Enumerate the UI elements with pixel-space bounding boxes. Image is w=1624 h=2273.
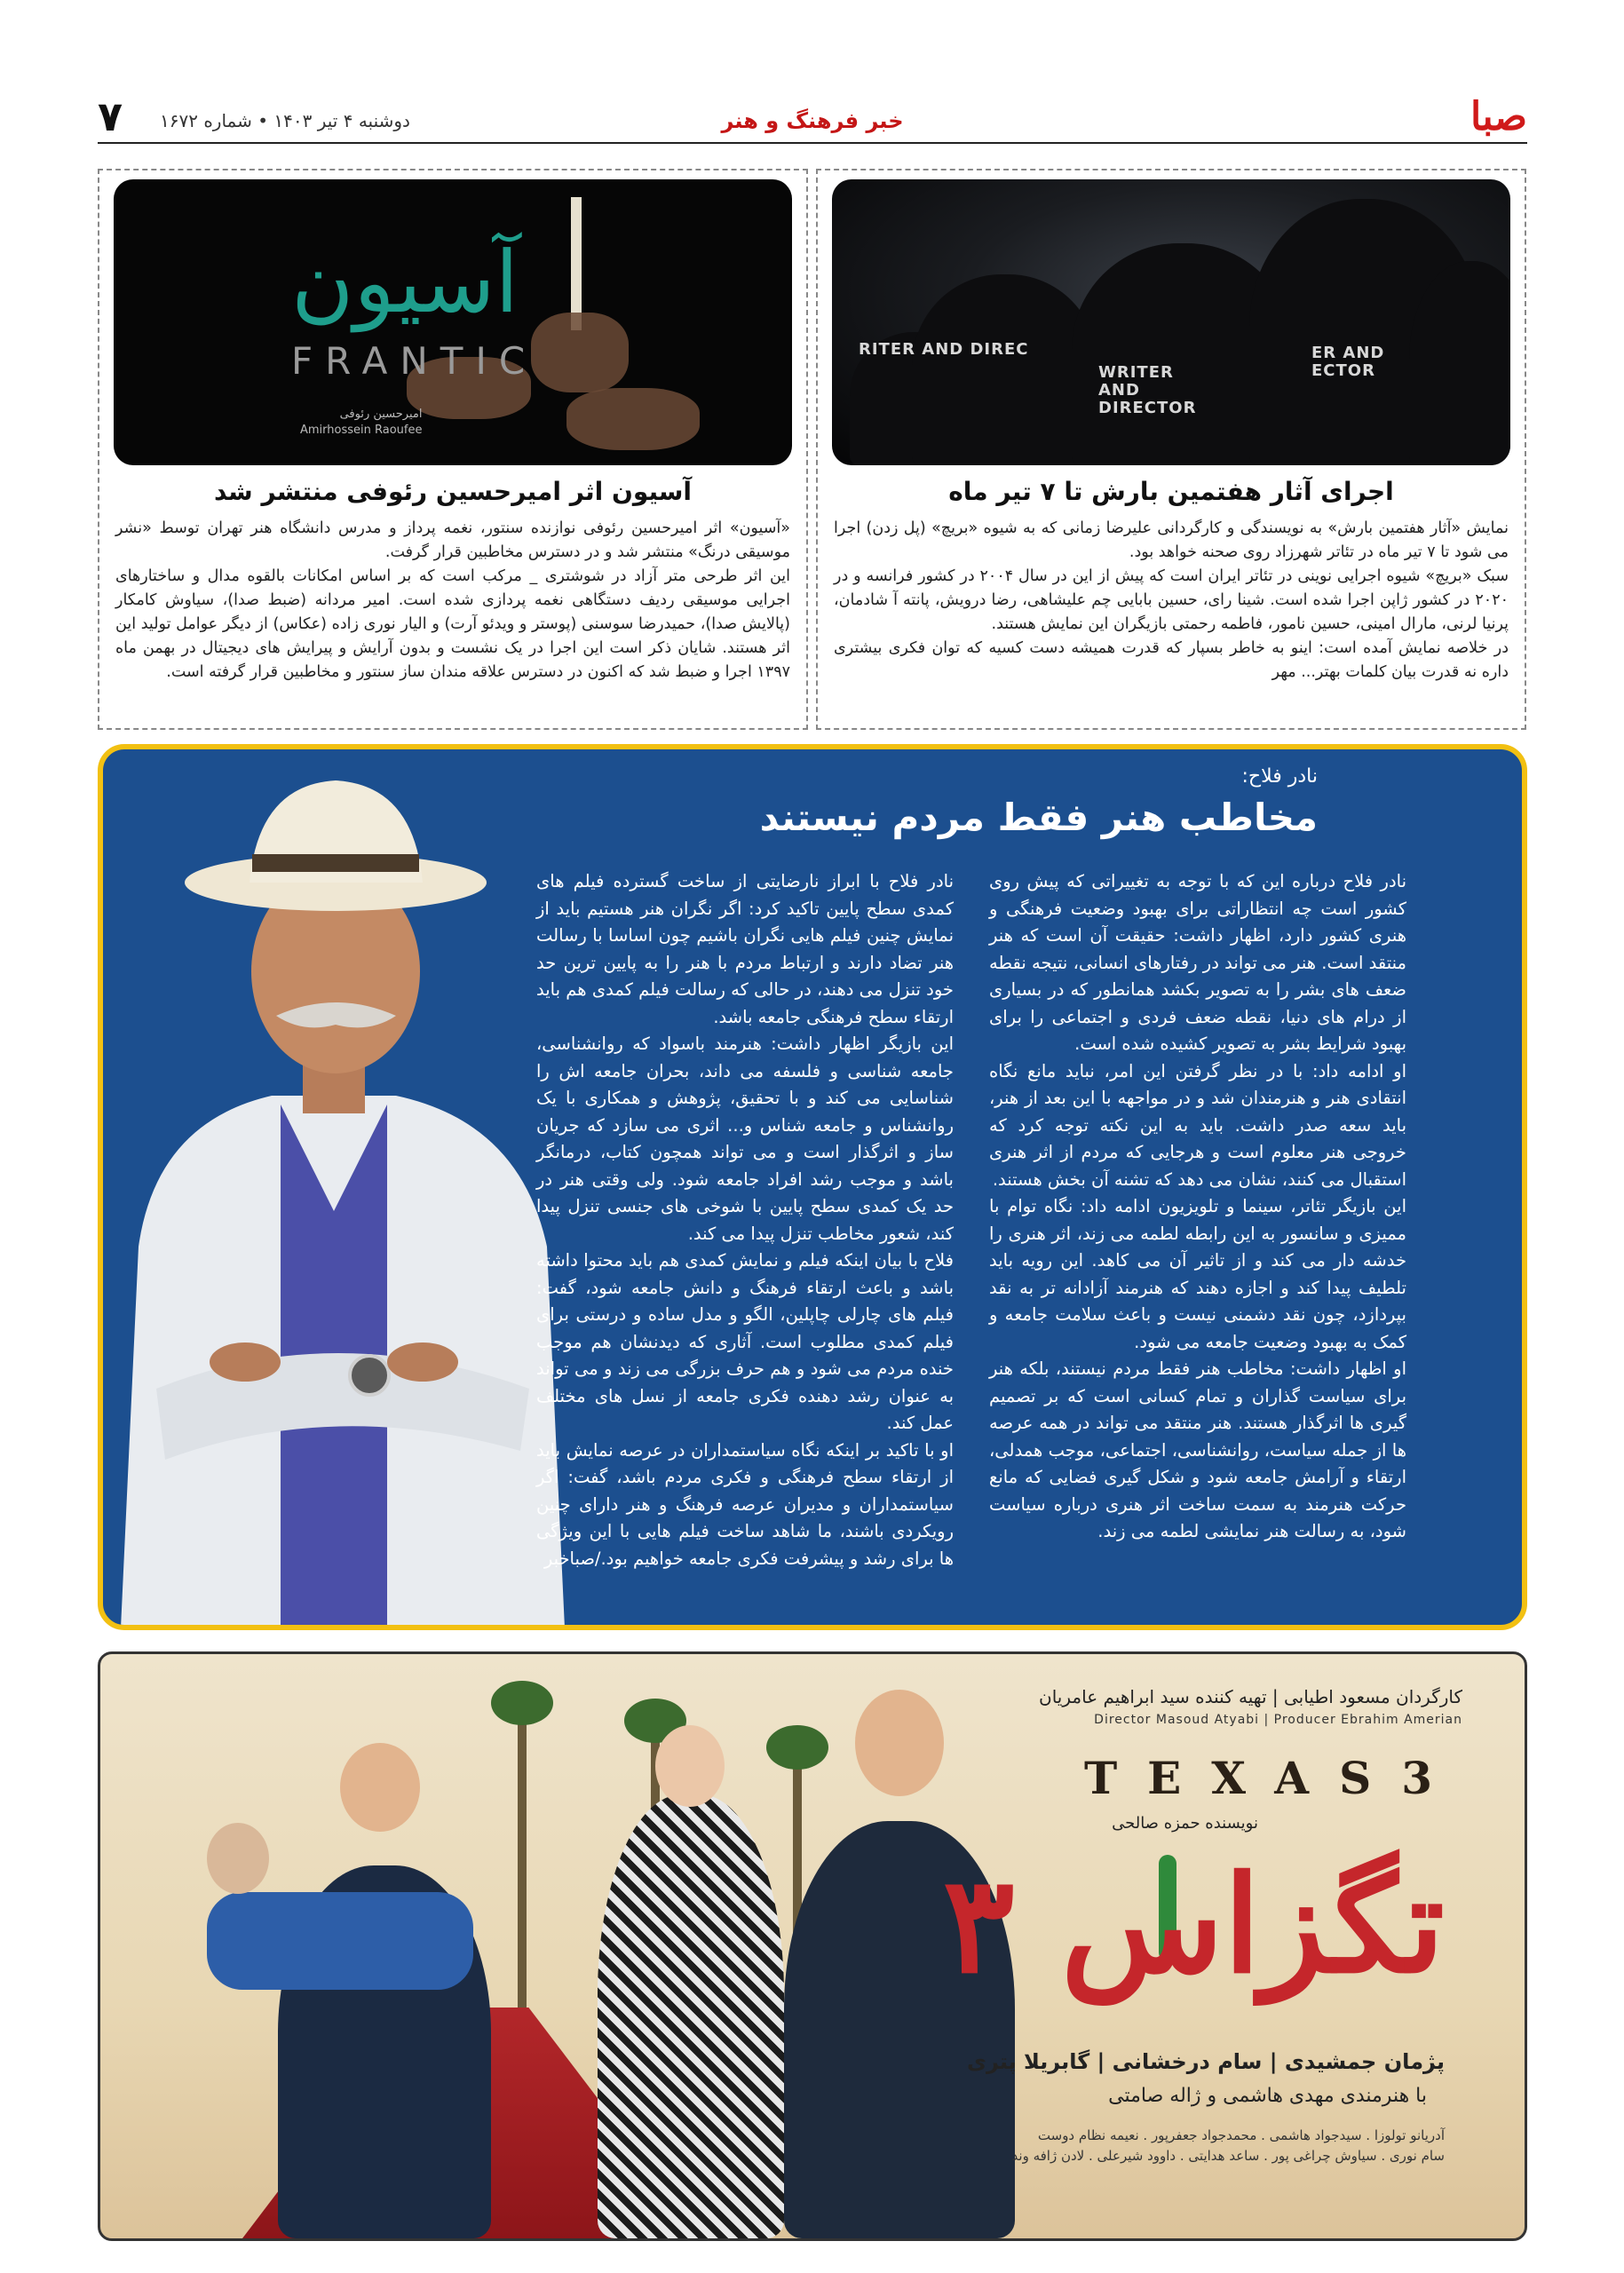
actor-portrait[interactable] (103, 749, 582, 1628)
palm-leaves (766, 1725, 828, 1770)
poster-writer: نویسنده حمزه صالحی (1112, 1814, 1258, 1833)
hand-shape (531, 313, 629, 392)
palm-leaves (491, 1681, 553, 1725)
interview-box (98, 744, 1527, 1630)
shirt-text: RITER AND DIREC (859, 340, 1029, 359)
newspaper-logo[interactable]: صبا (1470, 94, 1527, 139)
actor-silhouette (1409, 261, 1510, 465)
album-credit-fa: امیرحسین رئوفی (339, 408, 423, 421)
poster-crew: آدریانو تولوزا . سیدجواد هاشمی . محمدجواد جعفرپور . نعیمه نظام دوست (1037, 2127, 1445, 2143)
actor-silhouette (912, 274, 1098, 465)
section-title: خبر فرهنگ و هنر (721, 108, 904, 133)
poster-featuring: با هنرمندی مهدی هاشمی و ژاله صامتی (1108, 2085, 1427, 2107)
page-header (98, 89, 1527, 144)
face (207, 1823, 269, 1894)
face (855, 1690, 944, 1796)
interview-kicker: نادر فلاح: (1241, 765, 1318, 788)
hand-shape (566, 388, 700, 450)
interview-headline: مخاطب هنر فقط مردم نیستند (759, 796, 1318, 839)
news-box-theatre (816, 169, 1526, 730)
date-issue: دوشنبه ۴ تیر ۱۴۰۳ • شماره ۱۶۷۲ (160, 110, 410, 131)
interview-column-2: نادر فلاح با ابراز نارضایتی از ساخت گسترده فیلم های کمدی سطح پایین تاکید کرد: اگر نگران هنر هستیم باید از نمایش چنین فیلم هایی نگران باشیم چون اساسا با رسالت هنر تضاد دارند و ارتباط مردم با هنر را به پایین ترین حد خود تنزل می دهند، در حالی که رسالت فیلم کمدی هم باید ارتقاء سطح فرهنگی جامعه باشد. این بازیگر اظهار داشت: هنرمند باسواد که روانشناسی، جامعه شناسی و فلسفه می داند، بحران جامعه اش را شناسایی می کند و با تحقیق، پژوهش و همکاری با یک روانشناس و جامعه شناس و... اثری می سازد که جریان ساز و اثرگذار است و می تواند همچون کتاب، درمانگر باشد و موجب رشد افراد جامعه شود. ولی وقتی هنر در حد یک کمدی سطح پایین با شوخی های جنسی تنزل پیدا کند، شعور مخاطب تنزل پیدا می کند. فلاح با بیان اینکه فیلم و نمایش کمدی هم باید محتوا داشته باشد و باعث ارتقاء فرهنگ و دانش جامعه شود، گفت: فیلم های چارلی چاپلین، الگو و مدل ساده و درستی برای فیلم کمدی مطلوب است. آثاری که دیدنشان هم موجب خنده مردم می شود و هم حرف بزرگی می زند و می تواند به عنوان رشد دهنده فکری جامعه از نسل های مختلف عمل کند. او با تاکید بر اینکه نگاه سیاستمداران در عرصه نمایش باید از ارتقاء سطح فرهنگی و فکری مردم باشد، گفت: اگر سیاستمداران و مدیران عرصه فرهنگ و هنر دارای چنین رویکردی باشند، ما شاهد ساخت فیلم هایی با این ویژگی ها برای رشد و پیشرفت فکری جامعه خواهیم بود./صباخبر (536, 871, 954, 1569)
album-title: آسیون (291, 233, 519, 332)
interview-column-1: نادر فلاح درباره این که با توجه به تغییراتی که پیش روی کشور است چه انتظاراتی برای بهبود وضعیت فرهنگی و هنری کشور دارد، اظهار داشت: حقیقت آن است که هنر منتقد است. هنر می تواند در رفتارهای انسانی، نتیجه نقطه ضعف های بشر را به تصویر بکشد همانطور که در بسیاری از درام های دنیا، نقطه ضعف فردی و اجتماعی را برای بهبود شرایط بشر به تصویر کشیده شده است. او ادامه داد: با در نظر گرفتن این امر، نباید مانع نگاه انتقادی هنر و هنرمندان شد و در مواجهه با این بعد از هنر، باید سعه صدر داشت. باید به این نکته توجه کرد که خروجی هنر معلوم است و هرجایی که مردم از اثر هنری استقبال می کنند، نشان می دهد که تشنه آن بخش هستند. این بازیگر تئاتر، سینما و تلویزیون ادامه داد: نگاه توام با ممیزی و سانسور به این رابطه لطمه می زند، اثر هنری را خدشه دار می کند و از تاثیر آن می کاهد. این رویه باید تلطیف پیدا کند و اجازه دهند که هنرمند آزادانه تر به نقد بپردازد، چون نقد دشمنی نیست و باعث سلامت جامعه و کمک به بهبود وضعیت جامعه می شود. او اظهار داشت: مخاطب هنر فقط مردم نیستند، بلکه هنر برای سیاست گذاران و تمام کسانی است که بر تصمیم گیری ها اثرگذار هستند. هنر منتقد می تواند در همه عرصه ها از جمله سیاست، روانشناسی، اجتماعی، موجب همدلی، ارتقاء و آرامش جامعه شود و شکل گیری فضایی که مانع حرکت هنرمند به سمت ساخت اثر هنری درباره سیاست شود، به رسالت هنر نمایشی لطمه می زند. (989, 871, 1406, 1541)
news-box-music (98, 169, 808, 730)
album-subtitle: FRANTIC (291, 339, 538, 383)
shirt-text: ER AND ECTOR (1311, 344, 1385, 380)
album-cover-image[interactable] (114, 179, 792, 465)
movie-poster-ad[interactable] (98, 1651, 1527, 2241)
poster-crew: سام نوری . سیاوش چراغی پور . ساعد هدایتی . داوود شیرعلی . لادن ژافه وند (1011, 2148, 1445, 2164)
face (340, 1743, 420, 1832)
page-number: ۷ (98, 92, 123, 140)
poster-credit: کارگردان مسعود اطیابی | تهیه کننده سید ابراهیم عامریان (1039, 1686, 1462, 1707)
theatre-photo[interactable] (832, 179, 1510, 465)
album-credit-en: Amirhossein Raoufee (300, 424, 423, 437)
figure-carried-man (207, 1892, 473, 1990)
portrait-illustration (103, 749, 582, 1628)
news-headline: آسیون اثر امیرحسین رئوفی منتشر شد (213, 477, 693, 506)
news-body: نمایش «آثار هفتمین بارش» به نویسندگی و کارگردانی علیرضا زمانی که به شیوه «بریچ» (پل زدن) اجرا می شود تا ۷ تیر ماه در تئاتر شهرزاد روی صحنه خواهد بود. سبک «بریچ» شیوه اجرایی نوینی در تئاتر ایران است که پیش از این در سال ۲۰۰۴ در کشور فرانسه و در ۲۰۲۰ در کشور ژاپن اجرا شده است. شینا رای، حسین بابایی چم علیشاهی، رضا درویش، پانته آ شادمان، پرنیا لرنی، مارال امینی، حسین نامور، فاطمه رحمتی بازیگران این نمایش هستند. در خلاصه نمایش آمده است: اینو به خاطر بسپار که قدرت همیشه دست کسیه که توان فکری بیشتری داره نه قدرت بیان کلمات بهتر... مهر (834, 519, 1509, 681)
album-credit (300, 407, 422, 439)
candle (571, 197, 582, 330)
figure-woman (598, 1794, 784, 2238)
face (655, 1725, 725, 1807)
poster-cast: پژمان جمشیدی | سام درخشانی | گابریلا پتری (966, 2049, 1445, 2074)
poster-texas-logo: TEXAS3 (1083, 1752, 1462, 1804)
poster-credit-en: Director Masoud Atyabi | Producer Ebrahim Amerian (1094, 1713, 1462, 1727)
shirt-text: WRITER AND DIRECTOR (1098, 363, 1197, 417)
news-body: «آسیون» اثر امیرحسین رئوفی نوازنده سنتور، نغمه پرداز و مدرس دانشگاه هنر تهران توسط «نشر موسیقی درنگ» منتشر شد و در دسترس مخاطبین قرار گرفت. این اثر طرحی متر آزاد در شوشتری _ مرکب است که بر اساس امکانات بالقوه مدال و ساختارهای اجرایی موسیقی ردیف دستگاهی نغمه پردازی شده است. امیر مردانه (ضبط صدا)، سیاوش کامکار (پالایش صدا)، حمیدرضا سوسنی (پوستر و ویدئو آرت) و الیار نوری زاده (عکاس) از دیگر عوامل تولید این اثر هستند. شایان ذکر است این اجرا در یک نشست و بدون آرایش و پیرایش های دیجیتال در بهمن ماه ۱۳۹۷ اجرا و ضبط شد که اکنون در دسترس علاقه مندان ساز سنتور و مخاطبین قرار گرفته است. (115, 519, 790, 681)
palm-trunk (518, 1707, 527, 2045)
news-headline: اجرای آثار هفتمین بارش تا ۷ تیر ماه (948, 477, 1394, 506)
poster-movie-title: تگزاس ۳ (943, 1847, 1445, 2003)
